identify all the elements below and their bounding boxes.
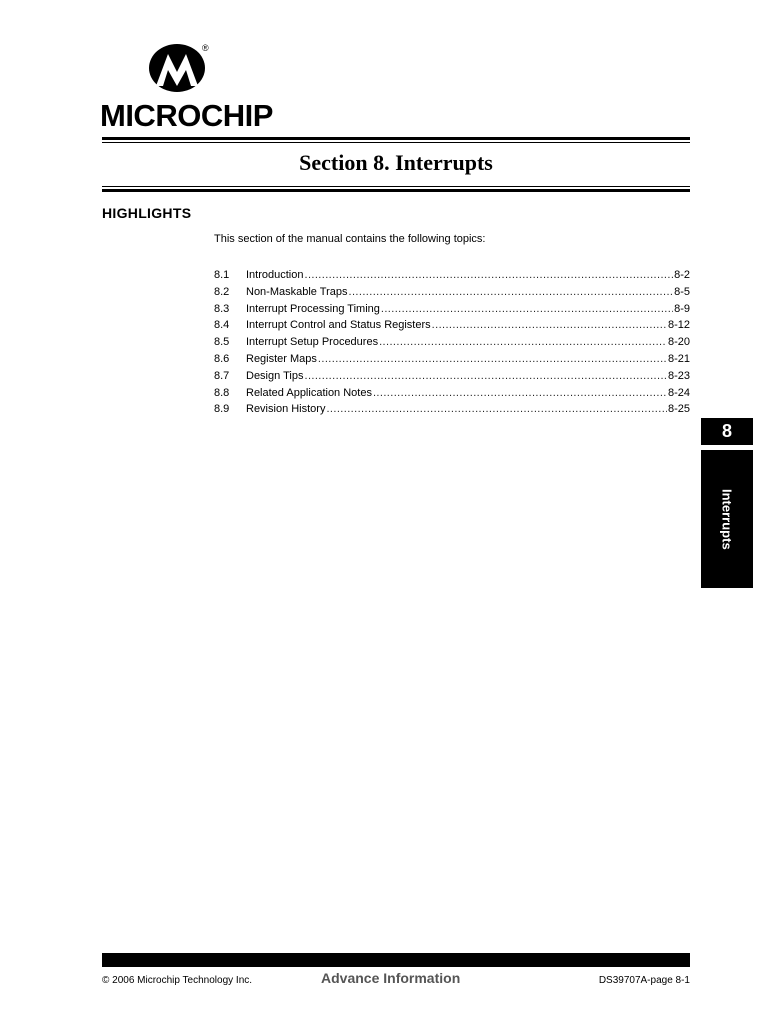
toc-entry — [214, 387, 690, 404]
chapter-tab-label — [701, 450, 753, 588]
footer-bar — [102, 953, 690, 967]
footer-status: Advance Information — [321, 970, 461, 986]
toc-entry-number: 8.9 — [214, 403, 230, 416]
intro-text: This section of the manual contains the following topics: — [214, 233, 486, 245]
toc-entry-leader — [381, 303, 673, 315]
chapter-tab-number: 8 — [701, 418, 753, 445]
toc-entry-title: Introduction — [246, 269, 304, 281]
toc-entry-number: 8.8 — [214, 386, 230, 399]
footer-copyright: © 2006 Microchip Technology Inc. — [102, 975, 253, 986]
toc-entry — [214, 403, 690, 420]
toc-entry-page: 8-20 — [667, 336, 690, 349]
toc-entry-leader — [304, 269, 673, 281]
toc-entry-title: Non-Maskable Traps — [246, 285, 348, 298]
toc-entry-page: 8-25 — [667, 403, 690, 416]
footer-doc-page: DS39707A-page 8-1 — [598, 975, 690, 986]
title-top-thin-rule — [102, 142, 690, 143]
toc-entry-page: 8-12 — [667, 319, 690, 332]
toc-entry-leader — [304, 370, 666, 382]
toc-entry-title: Register Maps — [246, 352, 317, 365]
title-bottom-rule — [102, 189, 690, 192]
toc-entry-number: 8.2 — [214, 285, 230, 298]
toc-entry — [214, 269, 690, 286]
toc-entry — [214, 370, 690, 387]
toc-entry-page: 8-5 — [674, 285, 690, 298]
toc-entry-number: 8.4 — [214, 319, 230, 332]
toc-entry-leader — [349, 286, 674, 298]
logo-brand: MICROCHIP — [100, 98, 273, 133]
toc-entry-leader — [379, 336, 667, 348]
registered-mark: ® — [202, 43, 209, 53]
logo-wordmark — [100, 100, 273, 132]
chapter-tab-label-text: Interrupts — [719, 488, 735, 550]
toc-entry-title: Revision History — [246, 403, 326, 416]
table-of-contents — [214, 269, 690, 420]
toc-entry-number: 8.7 — [214, 369, 230, 382]
toc-entry-title: Related Application Notes — [246, 386, 372, 399]
toc-entry — [214, 303, 690, 320]
toc-entry-title: Interrupt Setup Procedures — [246, 336, 379, 349]
toc-entry-number: 8.5 — [214, 336, 230, 349]
title-top-rule — [102, 137, 690, 140]
toc-entry-leader — [373, 387, 667, 399]
section-title: Section 8. Interrupts — [299, 150, 493, 175]
toc-entry-number: 8.6 — [214, 352, 230, 365]
toc-entry-leader — [326, 403, 667, 415]
toc-entry-page: 8-23 — [667, 369, 690, 382]
toc-entry-title: Interrupt Control and Status Registers — [246, 319, 431, 332]
toc-entry — [214, 336, 690, 353]
toc-entry-number: 8.1 — [214, 269, 230, 281]
toc-entry — [214, 286, 690, 303]
toc-entry — [214, 319, 690, 336]
toc-entry-title: Interrupt Processing Timing — [246, 302, 380, 315]
microchip-logo-icon — [148, 42, 210, 92]
toc-entry — [214, 353, 690, 370]
toc-entry-page: 8-9 — [674, 302, 690, 315]
title-bottom-thin-rule — [102, 186, 690, 187]
toc-entry-number: 8.3 — [214, 302, 230, 315]
microchip-logo — [100, 42, 273, 133]
toc-entry-page: 8-21 — [667, 352, 690, 365]
toc-entry-page: 8-24 — [667, 386, 690, 399]
toc-entry-leader — [318, 353, 667, 365]
toc-entry-page: 8-2 — [674, 269, 690, 281]
toc-entry-leader — [432, 319, 667, 331]
toc-entry-title: Design Tips — [246, 369, 304, 382]
highlights-heading: HIGHLIGHTS — [102, 205, 192, 221]
